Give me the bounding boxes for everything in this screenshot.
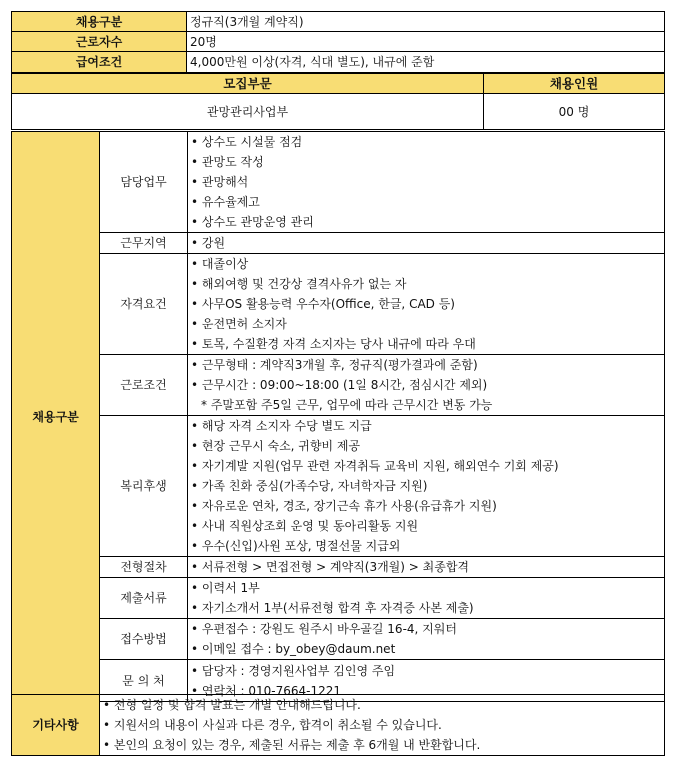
contact-label: 문 의 처 xyxy=(100,660,188,702)
location-list xyxy=(188,233,665,254)
qualification-list xyxy=(188,254,665,355)
list-item: • 우수(신입)사원 포상, 명절선물 지급외 xyxy=(191,539,401,553)
documents-list xyxy=(188,578,665,619)
list-item: • 전형 일정 및 합격 발표는 개별 안내해드립니다. xyxy=(103,698,361,712)
documents-label: 제출서류 xyxy=(100,578,188,619)
qualification-label: 자격요건 xyxy=(100,254,188,355)
list-item: • 관망도 작성 xyxy=(191,155,264,169)
list-item: * 주말포함 주5일 근무, 업무에 따라 근무시간 변동 가능 xyxy=(201,398,493,412)
etc-label: 기타사항 xyxy=(12,695,100,756)
employment-type-value: 정규직(3개월 계약직) xyxy=(187,12,665,32)
welfare-list xyxy=(188,416,665,557)
list-item: • 현장 근무시 숙소, 귀향비 제공 xyxy=(191,439,361,453)
list-item: • 근무형태 : 계약직3개월 후, 정규직(평가결과에 준함) xyxy=(191,358,478,372)
list-item: • 연락처 : 010-7664-1221 xyxy=(191,683,341,698)
list-item: • 이력서 1부 xyxy=(191,581,260,595)
recruit-table xyxy=(11,73,665,130)
list-item: • 본인의 요청이 있는 경우, 제출된 서류는 제출 후 6개월 내 반환합니다. xyxy=(103,738,481,752)
field-header: 모집부문 xyxy=(12,74,484,94)
conditions-label: 근로조건 xyxy=(100,355,188,416)
list-item: • 관망해석 xyxy=(191,175,249,189)
etc-list xyxy=(100,695,665,756)
details-table xyxy=(11,131,665,702)
location-label: 근무지역 xyxy=(100,233,188,254)
headcount-value: 20명 xyxy=(187,32,665,52)
count-value: 00 명 xyxy=(484,94,665,130)
list-item: • 자기계발 지원(업무 관련 자격취득 교육비 지원, 해외연수 기회 제공) xyxy=(191,459,559,473)
list-item: • 토목, 수질환경 자격 소지자는 당사 내규에 따라 우대 xyxy=(191,337,476,351)
list-item: • 강원 xyxy=(191,236,226,250)
salary-value: 4,000만원 이상(자격, 식대 별도), 내규에 준함 xyxy=(187,52,665,73)
list-item: • 담당자 : 경영지원사업부 김인영 주임 xyxy=(191,663,396,678)
list-item: • 상수도 관망운영 관리 xyxy=(191,215,314,229)
headcount-label: 근로자수 xyxy=(12,32,187,52)
summary-table xyxy=(11,11,665,73)
list-item: • 해외여행 및 건강상 결격사유가 없는 자 xyxy=(191,277,407,291)
list-item: • 자유로운 연차, 경조, 장기근속 휴가 사용(유급휴가 지원) xyxy=(191,499,497,513)
list-item: • 서류전형 > 면접전형 > 계약직(3개월) > 최종합격 xyxy=(191,560,470,574)
apply-label: 접수방법 xyxy=(100,619,188,660)
welfare-label: 복리후생 xyxy=(100,416,188,557)
list-item: • 유수율제고 xyxy=(191,195,260,209)
list-item: • 운전면허 소지자 xyxy=(191,317,287,331)
list-item: • 사무OS 활용능력 우수자(Office, 한글, CAD 등) xyxy=(191,297,455,311)
field-value: 관망관리사업부 xyxy=(12,94,484,130)
conditions-list xyxy=(188,355,665,416)
list-item: • 이메일 접수 : by_obey@daum.net xyxy=(191,642,396,656)
list-item: • 가족 친화 중심(가족수당, 자녀학자금 지원) xyxy=(191,479,428,493)
list-item: • 해당 자격 소지자 수당 별도 지급 xyxy=(191,419,372,433)
list-item: • 근무시간 : 09:00~18:00 (1일 8시간, 점심시간 제외) xyxy=(191,378,488,392)
count-header: 채용인원 xyxy=(484,74,665,94)
process-list xyxy=(188,557,665,578)
process-label: 전형절차 xyxy=(100,557,188,578)
list-item: • 대졸이상 xyxy=(191,257,249,271)
salary-label: 급여조건 xyxy=(12,52,187,73)
section-label: 채용구분 xyxy=(12,132,100,702)
list-item: • 자기소개서 1부(서류전형 합격 후 자격증 사본 제출) xyxy=(191,601,474,615)
list-item: • 우편접수 : 강원도 원주시 바우골길 16-4, 지워터 xyxy=(191,622,457,636)
apply-list xyxy=(188,619,665,660)
list-item: • 지원서의 내용이 사실과 다른 경우, 합격이 취소될 수 있습니다. xyxy=(103,718,442,732)
list-item: • 사내 직원상조회 운영 및 동아리활동 지원 xyxy=(191,519,419,533)
employment-type-label: 채용구분 xyxy=(12,12,187,32)
duties-list xyxy=(188,132,665,233)
etc-table xyxy=(11,694,665,756)
duties-label: 담당업무 xyxy=(100,132,188,233)
list-item: • 상수도 시설물 점검 xyxy=(191,135,303,149)
